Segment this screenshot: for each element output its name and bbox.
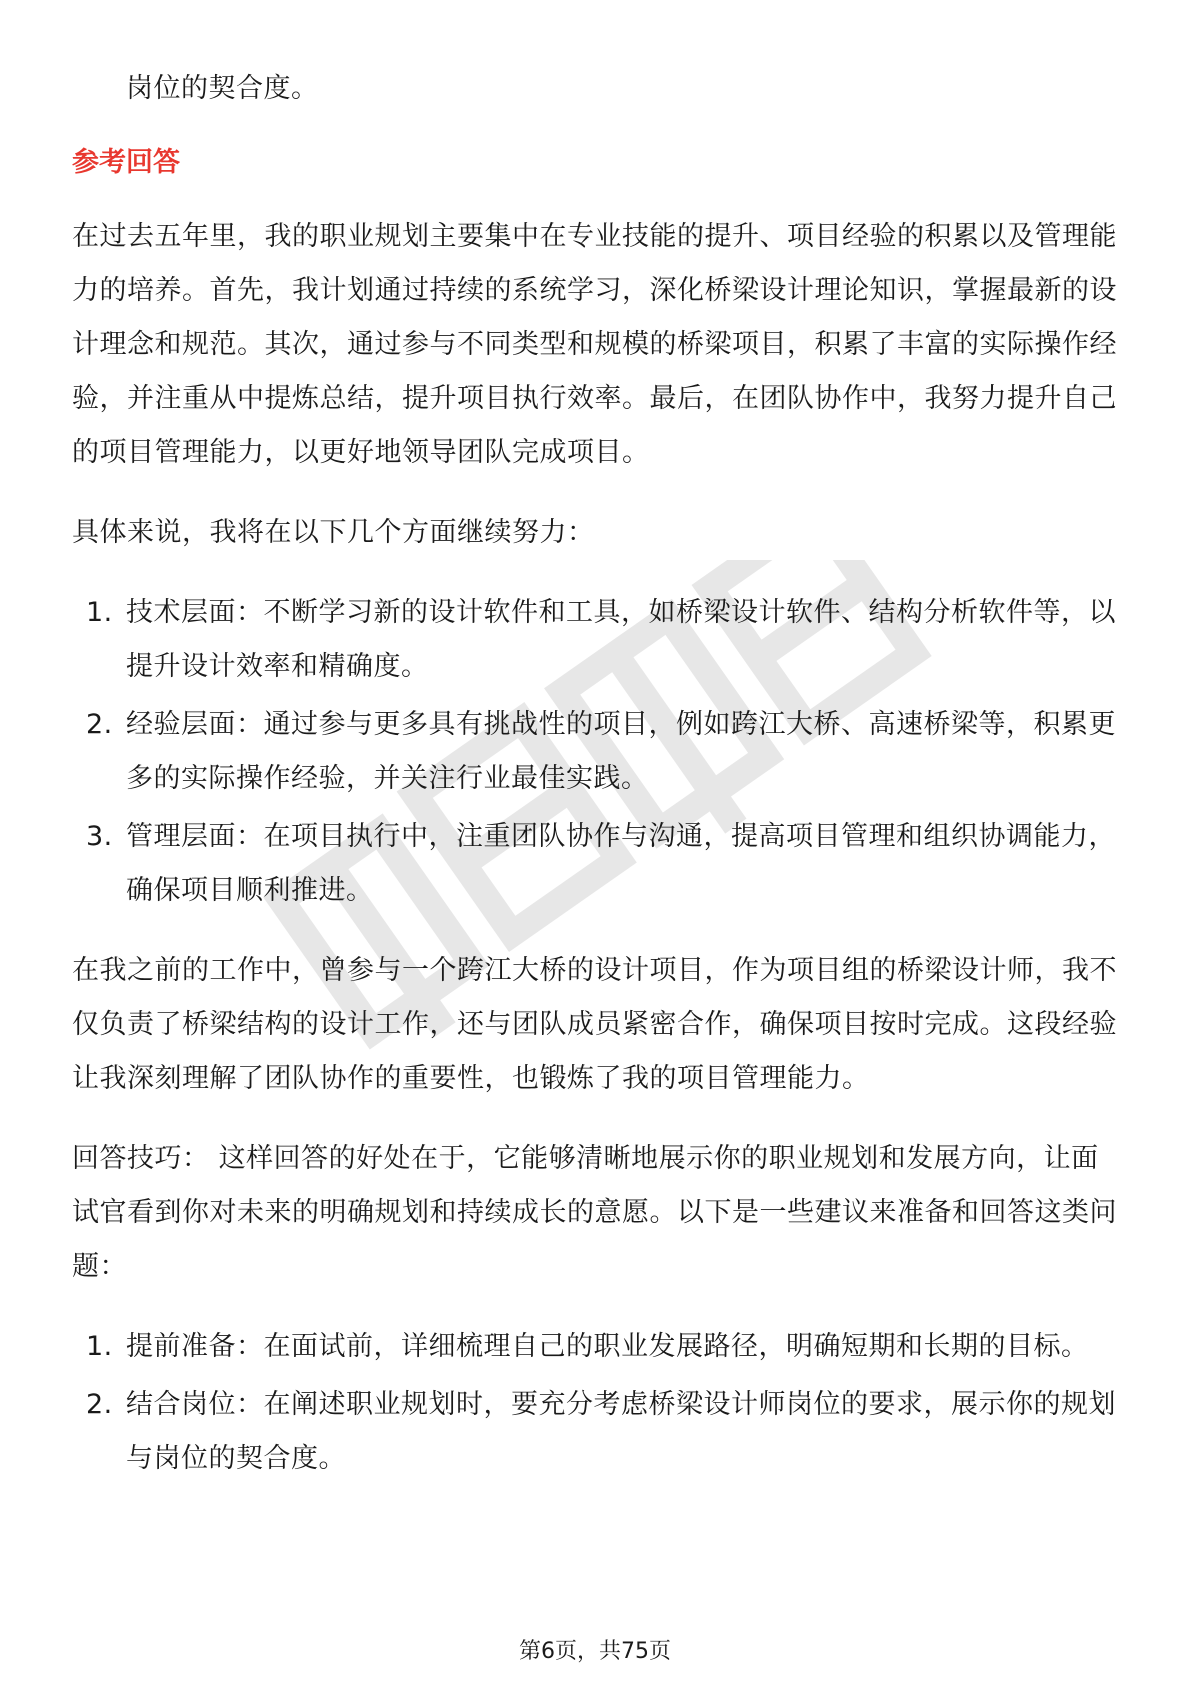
paragraph-1: 在过去五年里，我的职业规划主要集中在专业技能的提升、项目经验的积累以及管理能力的培养。首先，我计划通过持续的系统学习，深化桥梁设计理论知识，掌握最新的设计理念和规范。其次，通过参与不同类型和规模的桥梁项目，积累了丰富的实际操作经验，并注重从中提炼总结，提升项目执行效率。最后，在团队协作中，我努力提升自己的项目管理能力，以更好地领导团队完成项目。 bbox=[72, 221, 1117, 468]
list-item bbox=[72, 1320, 1122, 1374]
list-item bbox=[72, 586, 1122, 694]
list-number: 2. bbox=[86, 1389, 113, 1420]
list-item bbox=[72, 810, 1122, 918]
list-item bbox=[72, 698, 1122, 806]
paragraph-4: 回答技巧： 这样回答的好处在于，它能够清晰地展示你的职业规划和发展方向，让面试官看到你对未来的明确规划和持续成长的意愿。以下是一些建议来准备和回答这类问题： bbox=[72, 1143, 1117, 1282]
list-item bbox=[72, 1378, 1122, 1486]
list-text: 结合岗位：在阐述职业规划时，要充分考虑桥梁设计师岗位的要求，展示你的规划与岗位的契合度。 bbox=[126, 1389, 1116, 1474]
list-text: 提前准备：在面试前，详细梳理自己的职业发展路径，明确短期和长期的目标。 bbox=[126, 1331, 1089, 1362]
list-text: 技术层面：不断学习新的设计软件和工具，如桥梁设计软件、结构分析软件等，以提升设计效率和精确度。 bbox=[126, 597, 1116, 682]
list-number: 1. bbox=[86, 597, 113, 628]
continuation-line: 岗位的契合度。 bbox=[126, 73, 319, 104]
section-heading: 参考回答 bbox=[72, 147, 180, 178]
list-number: 2. bbox=[86, 709, 113, 740]
tips-list bbox=[72, 1320, 1122, 1486]
paragraph-3: 在我之前的工作中，曾参与一个跨江大桥的设计项目，作为项目组的桥梁设计师，我不仅负责了桥梁结构的设计工作，还与团队成员紧密合作，确保项目按时完成。这段经验让我深刻理解了团队协作的重要性，也锻炼了我的项目管理能力。 bbox=[72, 955, 1117, 1094]
page-content bbox=[72, 62, 1122, 1512]
list-number: 1. bbox=[86, 1331, 113, 1362]
paragraph-2: 具体来说，我将在以下几个方面继续努力： bbox=[72, 517, 595, 548]
list-text: 经验层面：通过参与更多具有挑战性的项目，例如跨江大桥、高速桥梁等，积累更多的实际操作经验，并关注行业最佳实践。 bbox=[126, 709, 1116, 794]
plan-list bbox=[72, 586, 1122, 918]
list-number: 3. bbox=[86, 821, 113, 852]
page-footer: 第6页，共75页 bbox=[519, 1639, 671, 1664]
list-text: 管理层面：在项目执行中，注重团队协作与沟通，提高项目管理和组织协调能力，确保项目顺利推进。 bbox=[126, 821, 1116, 906]
